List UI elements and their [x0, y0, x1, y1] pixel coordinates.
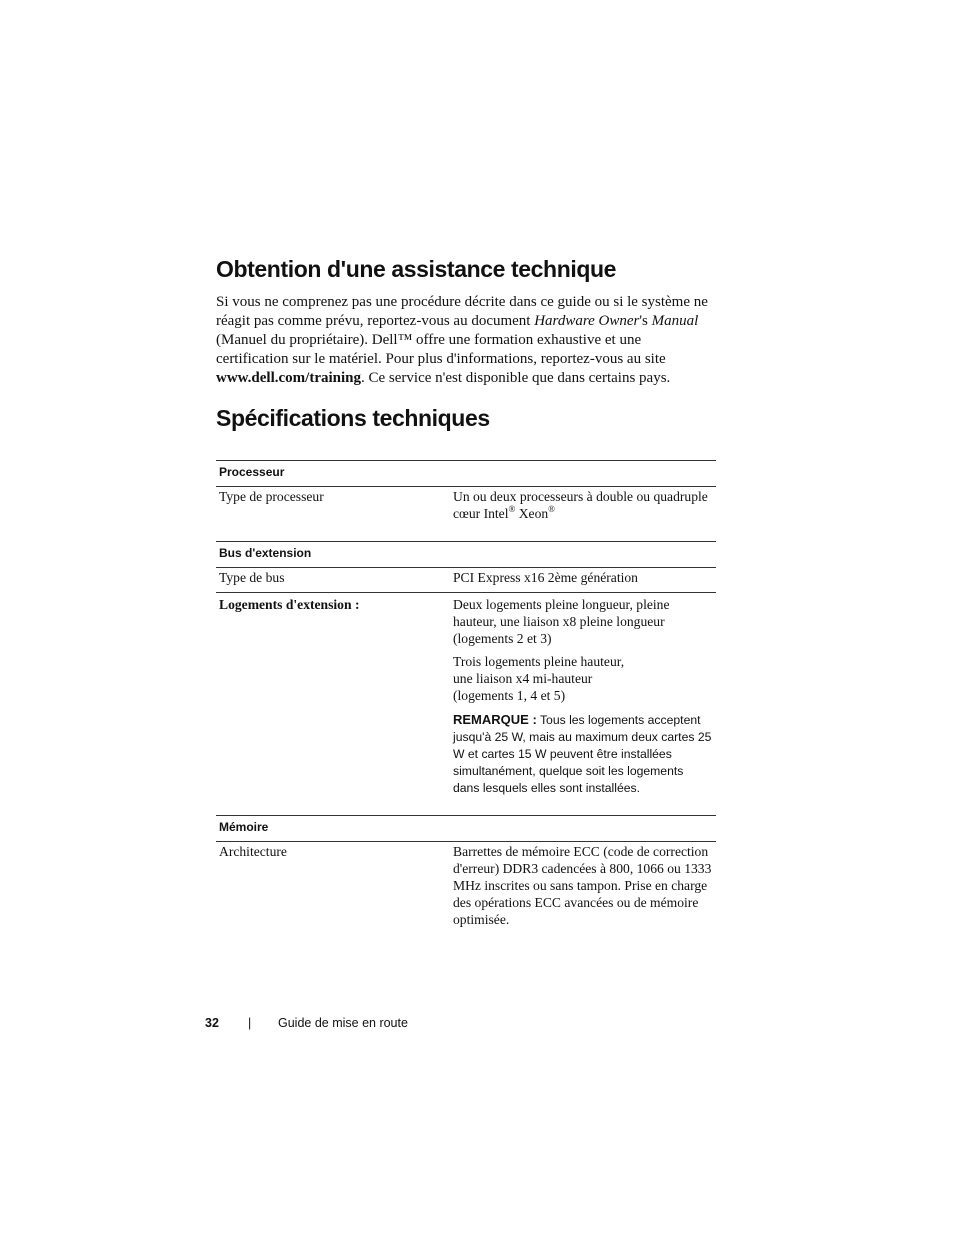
slots-line-3: (logements 1, 4 et 5) — [453, 688, 566, 703]
processor-text-2: Xeon — [515, 506, 549, 521]
assistance-text-3: (Manuel du propriétaire). Dell™ offre une formation exhaustive et une certification sur le matériel. Pour plus d'informations, reportez-vous au site — [216, 331, 666, 367]
section-row-processor — [216, 461, 716, 487]
note-remarque — [453, 711, 713, 797]
spec-value-processor-type — [450, 487, 716, 542]
note-label: REMARQUE : — [453, 712, 537, 727]
assistance-text-1: Si vous ne comprenez pas une procédure décrite dans ce guide ou si le système ne réagit pas comme prévu, reportez-vous au document — [216, 294, 708, 329]
doc-title-hardware-owner: Hardware Owner — [534, 312, 640, 329]
processor-text-1: Un ou deux processeurs à double ou quadruple cœur Intel — [453, 489, 708, 521]
assistance-text-2: 's — [639, 312, 652, 329]
table-row — [216, 568, 716, 593]
training-link[interactable]: www.dell.com/training — [216, 369, 361, 386]
spec-value-expansion-slots — [450, 593, 716, 816]
slots-description-1: Deux logements pleine longueur, pleine hauteur, une liaison x8 pleine longueur (logements 2 et 3) — [453, 597, 670, 646]
table-row — [216, 593, 716, 816]
spec-label-expansion-slots: Logements d'extension : — [219, 597, 360, 612]
spec-value-architecture: Barrettes de mémoire ECC (code de correction d'erreur) DDR3 cadencées à 800, 1066 ou 1333 MHz inscrites ou sans tampon. Prise en charge des opérations ECC avancées ou de mémoire optimisée. — [453, 844, 712, 927]
spec-label-bus-type: Type de bus — [216, 568, 450, 593]
doc-title-manual: Manual — [651, 312, 699, 329]
spec-label-architecture: Architecture — [219, 844, 287, 859]
footer-separator: | — [248, 1016, 252, 1030]
table-row — [216, 842, 716, 929]
slots-line-1: Trois logements pleine hauteur, — [453, 654, 625, 669]
spec-value-bus-type: PCI Express x16 2ème génération — [450, 568, 716, 593]
section-title-processor: Processeur — [216, 461, 716, 487]
section-title-memory: Mémoire — [216, 816, 716, 842]
page-number: 32 — [205, 1016, 219, 1030]
section-heading-specs: Spécifications techniques — [216, 405, 490, 431]
section-title-bus: Bus d'extension — [216, 542, 716, 568]
assistance-paragraph — [216, 293, 716, 388]
spec-label-processor-type: Type de processeur — [219, 489, 324, 504]
registered-mark: ® — [548, 504, 556, 514]
registered-mark: ® — [508, 504, 516, 514]
note-text: Tous les logements acceptent jusqu'à 25 W, mais au maximum deux cartes 25 W et cartes 15 W peuvent être installées simultanément, quelque soit les logements dans lesquels elles sont installées. — [453, 713, 712, 795]
footer-title: Guide de mise en route — [278, 1016, 408, 1030]
assistance-text-4: . Ce service n'est disponible que dans certains pays. — [361, 369, 671, 386]
slots-line-2: une liaison x4 mi-hauteur — [453, 671, 593, 686]
specs-table — [216, 460, 716, 928]
section-heading-assistance: Obtention d'une assistance technique — [216, 256, 617, 282]
section-row-bus — [216, 542, 716, 568]
table-row — [216, 487, 716, 542]
section-row-memory — [216, 816, 716, 842]
slots-description-2 — [453, 653, 713, 704]
